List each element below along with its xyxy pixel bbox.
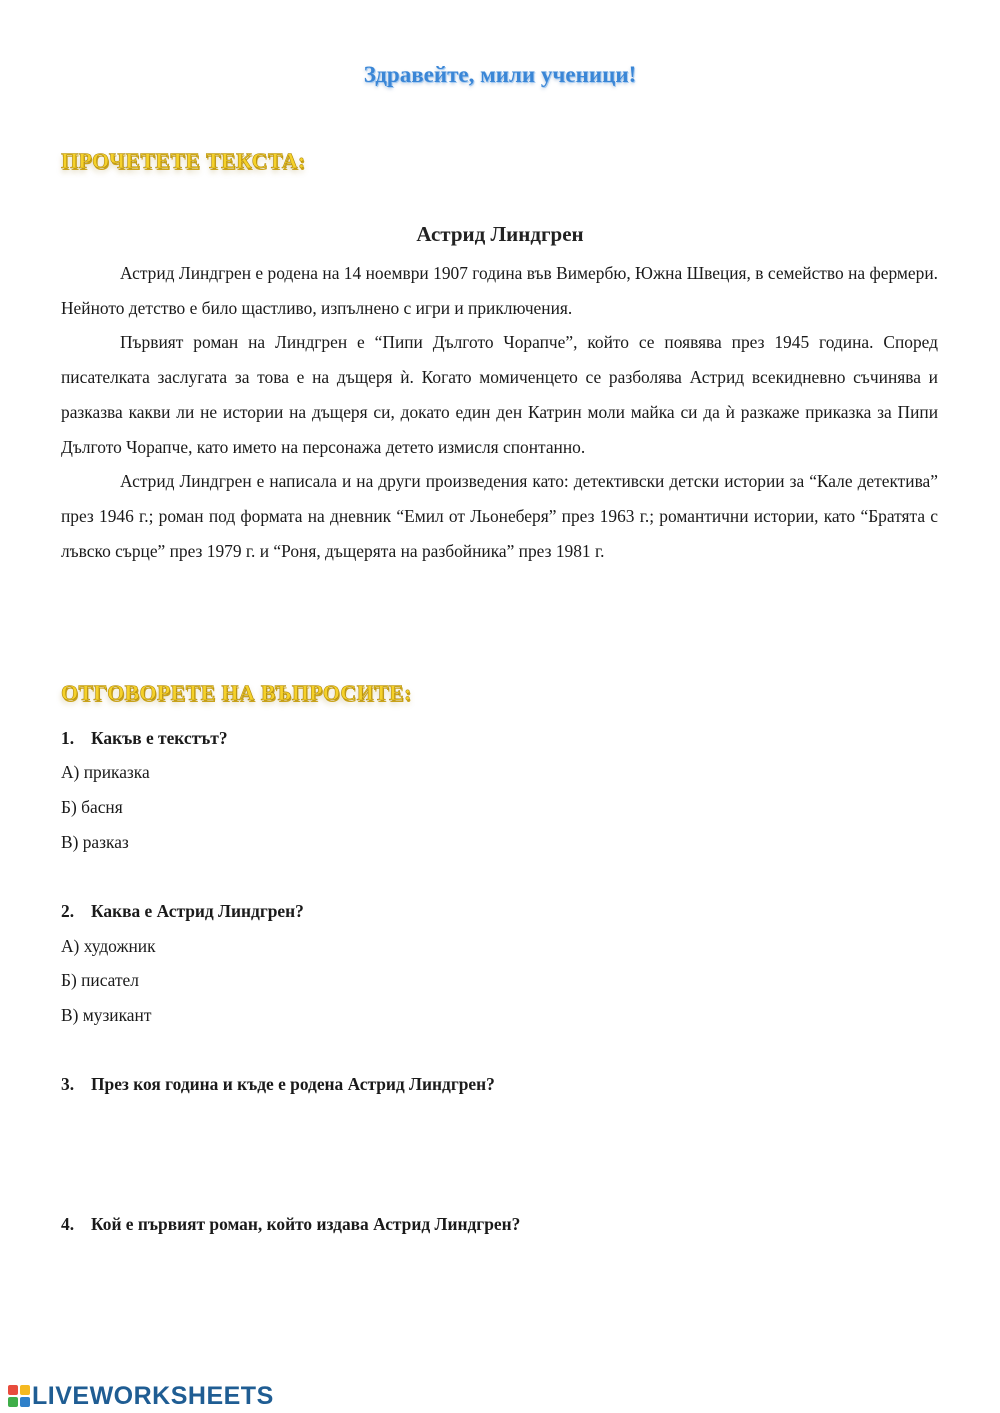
logo-square-green [8, 1397, 18, 1407]
logo-text: LIVEWORKSHEETS [32, 1381, 274, 1410]
article-paragraph: Първият роман на Линдгрен е “Пипи Дългото Чорапче”, който се появява през 1945 година. Според писателката заслугата за това е на дъщеря ѝ. Когато момиченцето се разболява Астрид всекидневно съчинява и разказва какви ли не истории на дъщеря си, докато един ден Катрин моли майка си да ѝ разкаже приказка за Пипи Дългото Чорапче, като името на персонажа детето измисля спонтанно. [61, 332, 938, 457]
answer-questions-heading: ОТГОВОРЕТЕ НА ВЪПРОСИТЕ: [61, 680, 412, 705]
article-paragraph: Астрид Линдгрен е родена на 14 ноември 1907 година във Вимербю, Южна Швеция, в семейство на фермери. Нейното детство е било щастливо, изпълнено с игри и приключения. [61, 263, 938, 318]
question-text: През коя година и къде е родена Астрид Линдгрен? [91, 1074, 495, 1094]
question-2-option-a[interactable]: А) художник [61, 936, 156, 956]
question-text: Кой е първият роман, който издава Астрид Линдгрен? [91, 1214, 521, 1234]
logo-square-yellow [20, 1385, 30, 1395]
question-1-option-c[interactable]: В) разказ [61, 832, 129, 852]
question-number: 3. [61, 1074, 75, 1094]
question-number: 4. [61, 1214, 75, 1234]
read-text-heading: ПРОЧЕТЕТЕ ТЕКСТА: [61, 148, 306, 173]
question-2-option-c[interactable]: В) музикант [61, 1005, 152, 1025]
logo-square-blue [20, 1397, 30, 1407]
question-2-option-b[interactable]: Б) писател [61, 970, 139, 990]
logo-square-red [8, 1385, 18, 1395]
question-number: 2. [61, 901, 75, 921]
question-1 [61, 728, 228, 749]
footer-logo[interactable] [8, 1381, 274, 1411]
question-1-option-a[interactable]: А) приказка [61, 762, 150, 782]
article-title: Астрид Линдгрен [416, 222, 584, 246]
question-text: Каква е Астрид Линдгрен? [91, 901, 304, 921]
question-2 [61, 901, 304, 922]
question-1-option-b[interactable]: Б) басня [61, 797, 123, 817]
article-body [61, 256, 938, 568]
question-number: 1. [61, 728, 75, 748]
question-text: Какъв е текстът? [91, 728, 228, 748]
greeting-title: Здравейте, мили ученици! [363, 62, 637, 87]
question-3 [61, 1074, 495, 1095]
liveworksheets-logo-icon [8, 1385, 30, 1407]
question-4 [61, 1214, 520, 1235]
article-paragraph: Астрид Линдгрен е написала и на други произведения като: детективски детски истории за “Кале детектива” през 1946 г.; роман под формата на дневник “Емил от Льонеберя” през 1963 г.; романтични истории, като “Братята с лъвско сърце” през 1979 г. и “Роня, дъщерята на разбойника” през 1981 г. [61, 471, 938, 561]
